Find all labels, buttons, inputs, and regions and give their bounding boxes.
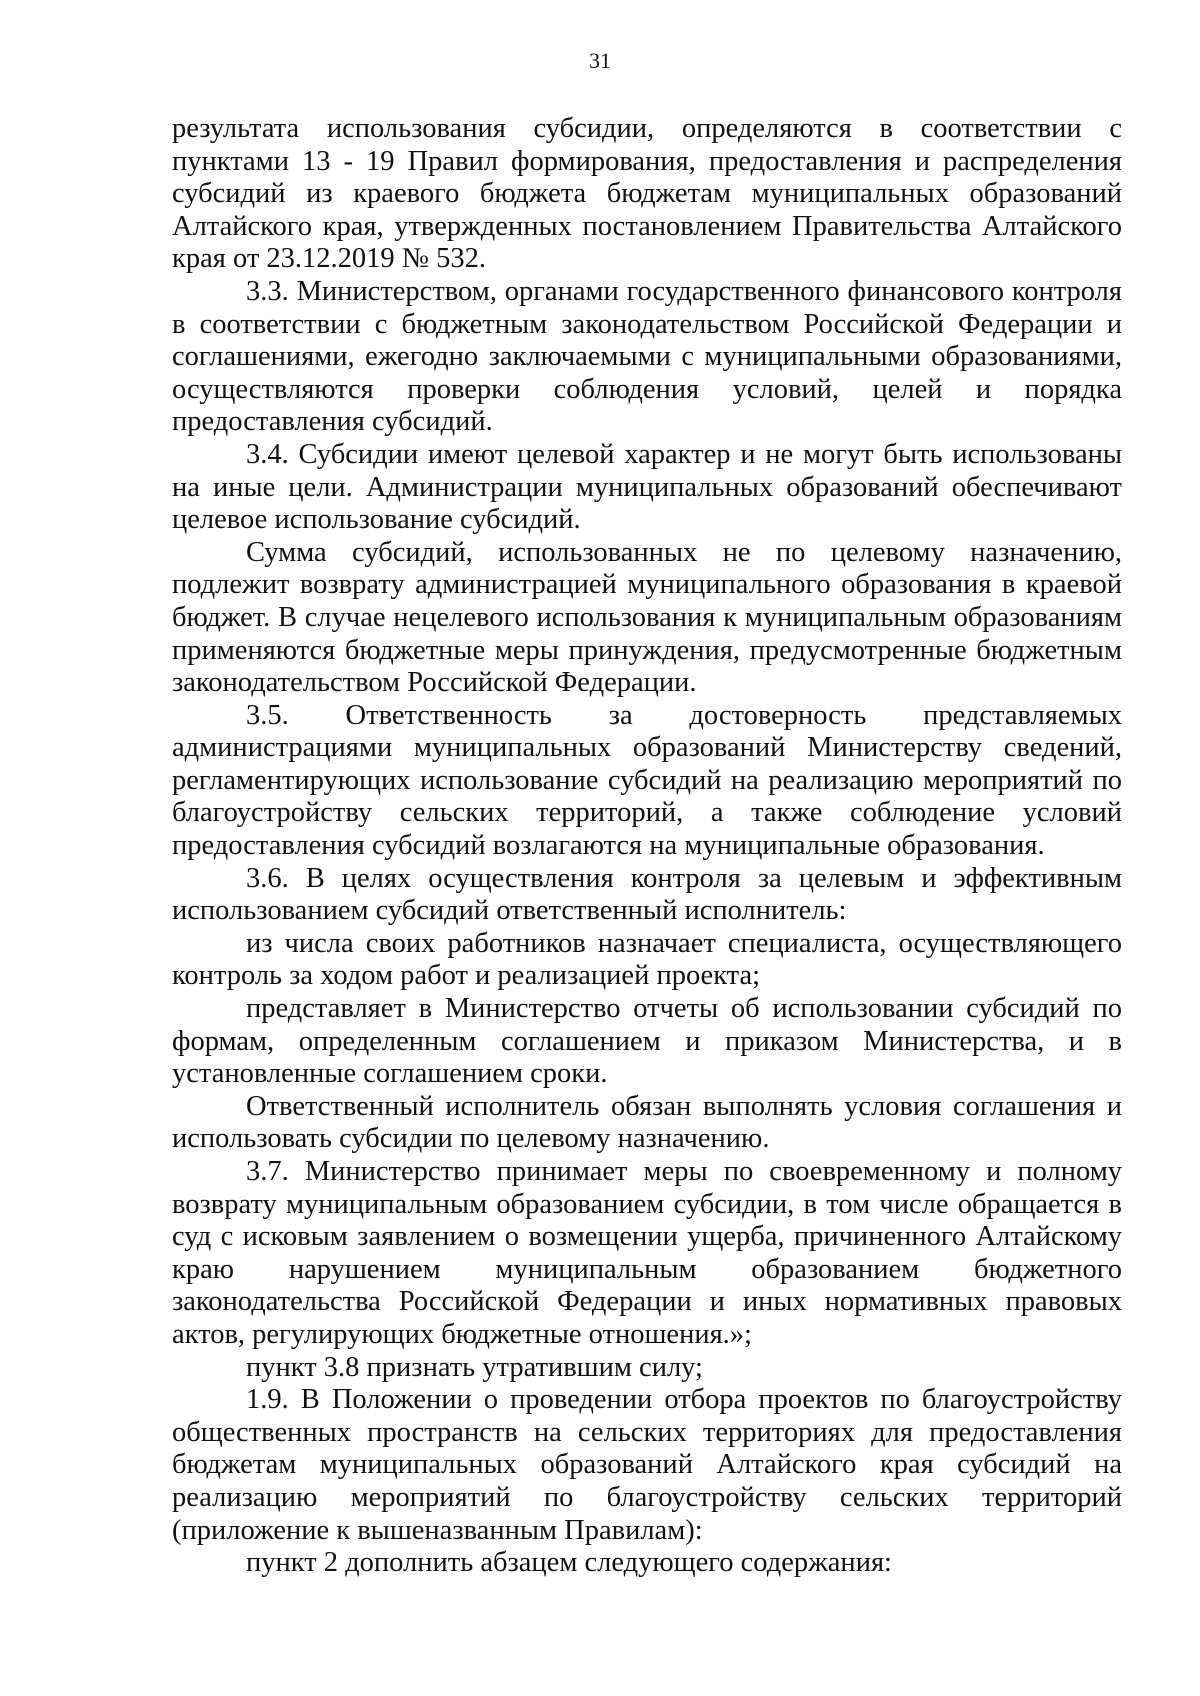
paragraph-3-7: 3.7. Министерство принимает меры по своевременному и полному возврату муниципальным образованием субсидии, в том числе обращается в суд с исковым заявлением о возмещении ущерба, причиненного Алтайскому краю нарушением муниципальным образованием бюджетного законодательства Российской Федерации и иных нормативных правовых актов, регулирующих бюджетные отношения.»; [172, 1156, 1122, 1350]
paragraph-continuation: результата использования субсидии, определяются в соответствии с пунктами 13 - 19 Правил формирования, предоставления и распределения субсидий из краевого бюджета бюджетам муниципальных образований Алтайского края, утвержденных постановлением Правительства Алтайского края от 23.12.2019 № 532. [172, 113, 1122, 275]
paragraph-executor-obliged: Ответственный исполнитель обязан выполнять условия соглашения и использовать субсидии по целевому назначению. [172, 1090, 1122, 1155]
page-number: 31 [589, 48, 611, 73]
paragraph-3-6: 3.6. В целях осуществления контроля за целевым и эффективным использованием субсидий ответственный исполнитель: [172, 862, 1122, 927]
paragraph-1-9: 1.9. В Положении о проведении отбора проектов по благоустройству общественных пространств на сельских территориях для предоставления бюджетам муниципальных образований Алтайского края субсидий на реализацию мероприятий по благоустройству сельских территорий (приложение к вышеназванным Правилам): [172, 1384, 1122, 1546]
paragraph-assign-specialist: из числа своих работников назначает специалиста, осуществляющего контроль за ходом работ и реализацией проекта; [172, 927, 1122, 992]
paragraph-3-5: 3.5. Ответственность за достоверность представляемых администрациями муниципальных образований Министерству сведений, регламентирующих использование субсидий на реализацию мероприятий по благоустройству сельских территорий, а также соблюдение условий предоставления субсидий возлагаются на муниципальные образования. [172, 699, 1122, 862]
paragraph-misuse-return: Сумма субсидий, использованных не по целевому назначению, подлежит возврату администрацией муниципального образования в краевой бюджет. В случае нецелевого использования к муниципальным образованиям применяются бюджетные меры принуждения, предусмотренные бюджетным законодательством Российской Федерации. [172, 536, 1122, 699]
document-body [172, 113, 1122, 1580]
paragraph-clause-2-addition: пункт 2 дополнить абзацем следующего содержания: [246, 1547, 892, 1579]
paragraph-3-3: 3.3. Министерством, органами государственного финансового контроля в соответствии с бюджетным законодательством Российской Федерации и соглашениями, ежегодно заключаемыми с муниципальными образованиями, осуществляются проверки соблюдения условий, целей и порядка предоставления субсидий. [172, 275, 1122, 438]
paragraph-submit-reports: представляет в Министерство отчеты об использовании субсидий по формам, определенным соглашением и приказом Министерства, и в установленные соглашением сроки. [172, 993, 1122, 1090]
paragraph-3-4: 3.4. Субсидии имеют целевой характер и не могут быть использованы на иные цели. Администрации муниципальных образований обеспечивают целевое использование субсидий. [172, 438, 1122, 536]
paragraph-clause-3-8-void: пункт 3.8 признать утратившим силу; [246, 1351, 703, 1383]
